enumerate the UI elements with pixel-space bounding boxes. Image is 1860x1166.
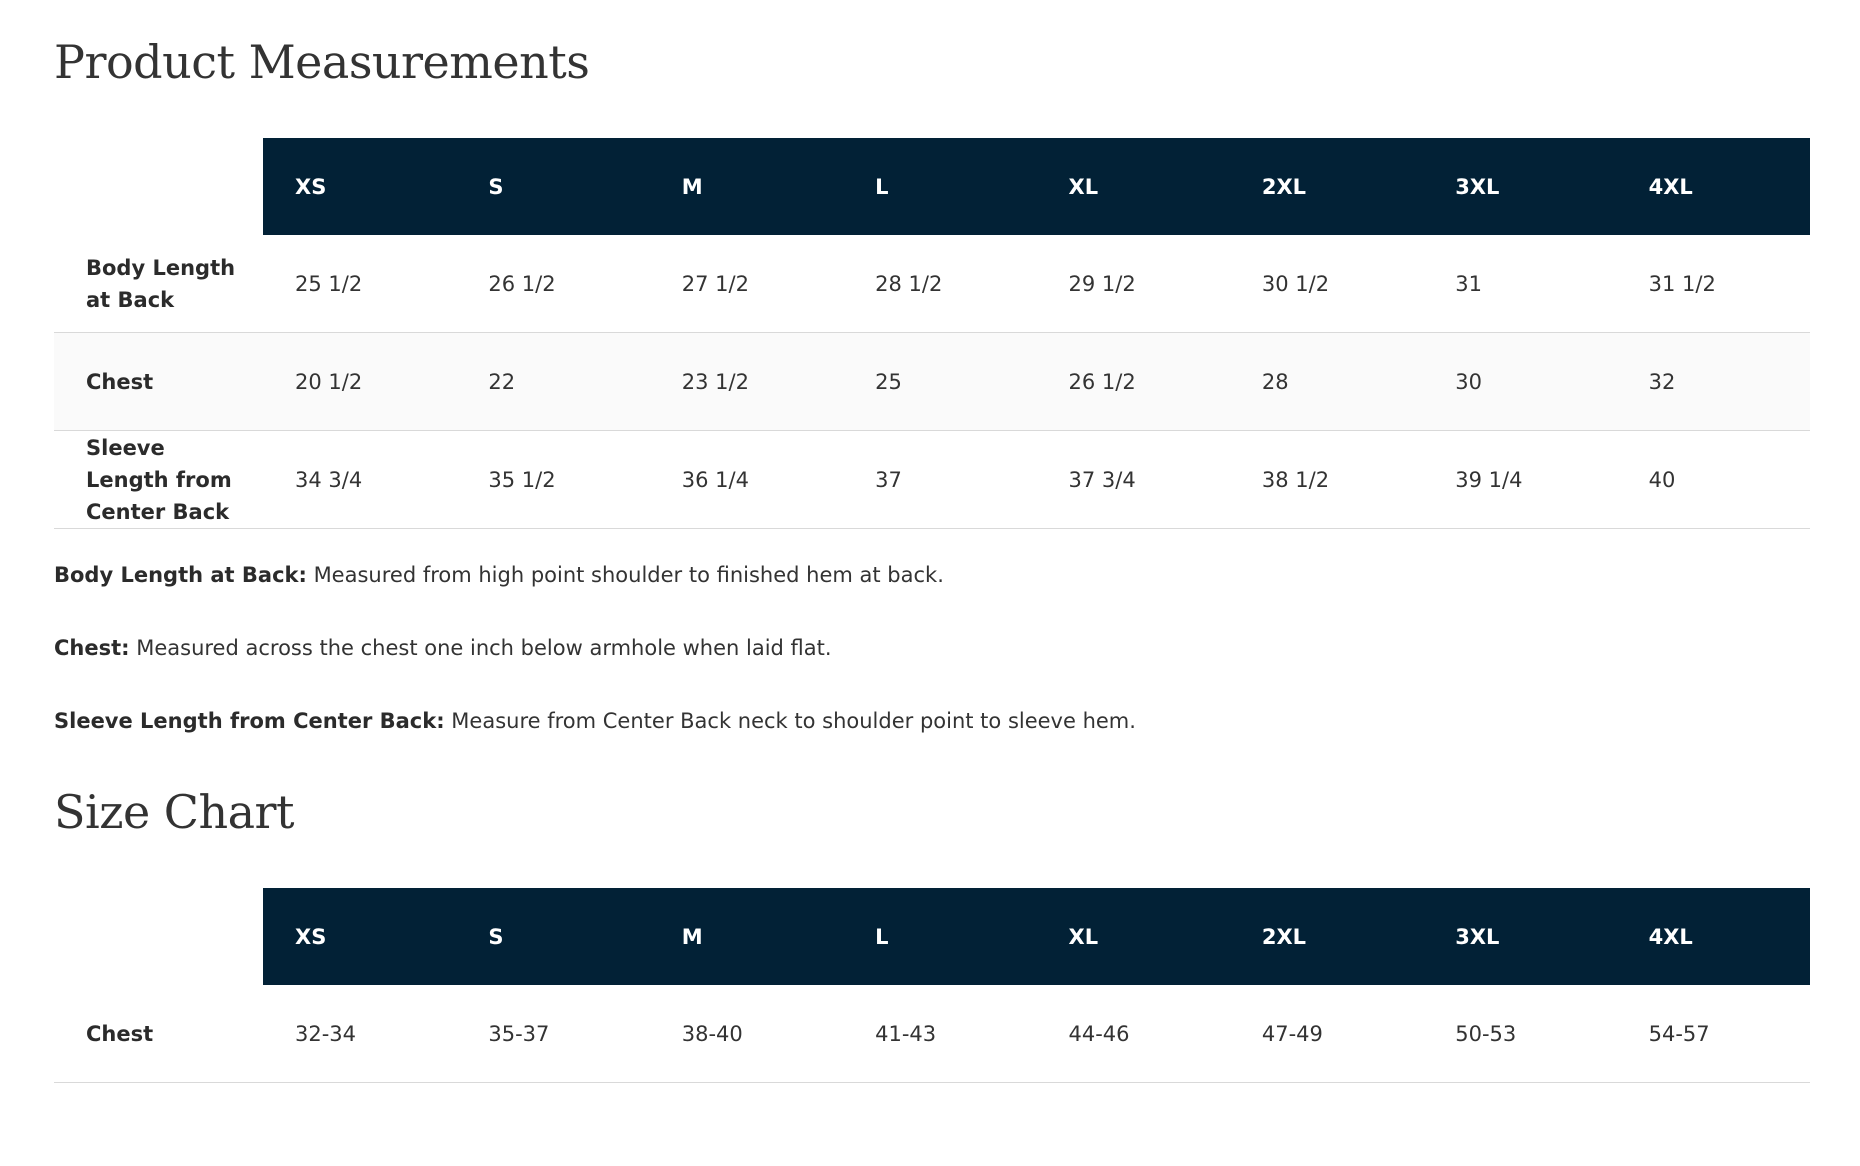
note-text: Measured across the chest one inch below armhole when laid flat. <box>129 636 832 660</box>
header-size-4xl: 4XL <box>1617 138 1810 235</box>
header-size-s: S <box>456 138 649 235</box>
table-cell: 36 1/4 <box>681 467 749 492</box>
row-label-chest: Chest <box>86 1021 154 1046</box>
table-cell: 20 1/2 <box>295 369 363 394</box>
table-cell: 30 <box>1455 369 1482 394</box>
measurements-table <box>54 138 1810 529</box>
header-size-l: L <box>843 138 1036 235</box>
table-row <box>54 985 1810 1083</box>
row-label-sleeve-length: Sleeve Length from Center Back <box>86 435 232 524</box>
table-cell: 38-40 <box>681 1021 743 1046</box>
note-sleeve-length <box>54 707 1814 735</box>
table-cell: 32 <box>1648 369 1676 394</box>
table-cell: 28 1/2 <box>875 271 943 296</box>
table-cell: 37 <box>875 467 902 492</box>
header-size-2xl: 2XL <box>1230 138 1423 235</box>
table-cell: 38 1/2 <box>1261 467 1330 492</box>
header-size-m: M <box>650 138 843 235</box>
note-text: Measure from Center Back neck to shoulder point to sleeve hem. <box>444 709 1136 733</box>
table-cell: 44-46 <box>1068 1021 1130 1046</box>
table-cell: 37 3/4 <box>1068 467 1136 492</box>
table-cell: 39 1/4 <box>1455 467 1523 492</box>
table-cell: 27 1/2 <box>681 271 749 296</box>
header-size-l: L <box>843 888 1036 985</box>
table-cell: 50-53 <box>1455 1021 1517 1046</box>
table-cell: 41-43 <box>875 1021 937 1046</box>
note-term: Sleeve Length from Center Back: <box>54 709 445 733</box>
table-cell: 31 <box>1455 271 1482 296</box>
header-corner <box>54 138 263 235</box>
row-label-chest: Chest <box>86 369 154 394</box>
table-row <box>54 431 1810 529</box>
table-cell: 22 <box>488 369 516 394</box>
header-size-xl: XL <box>1037 888 1230 985</box>
table-row <box>54 235 1810 333</box>
header-corner <box>54 888 263 985</box>
table-cell: 26 1/2 <box>488 271 556 296</box>
table-cell: 34 3/4 <box>295 467 363 492</box>
header-size-3xl: 3XL <box>1423 138 1616 235</box>
size-chart-title: Size Chart <box>54 785 295 839</box>
table-cell: 32-34 <box>295 1021 357 1046</box>
header-size-xl: XL <box>1037 138 1230 235</box>
table-cell: 28 <box>1261 369 1289 394</box>
table-cell: 47-49 <box>1261 1021 1323 1046</box>
measurement-notes <box>54 561 1814 735</box>
header-size-s: S <box>456 888 649 985</box>
header-size-m: M <box>650 888 843 985</box>
header-size-xs: XS <box>263 888 456 985</box>
table-row <box>54 333 1810 431</box>
table-cell: 54-57 <box>1648 1021 1710 1046</box>
size-chart-table <box>54 888 1810 1083</box>
table-cell: 35-37 <box>488 1021 550 1046</box>
note-text: Measured from high point shoulder to finished hem at back. <box>306 563 944 587</box>
header-size-2xl: 2XL <box>1230 888 1423 985</box>
note-term: Chest: <box>54 636 130 660</box>
table-cell: 29 1/2 <box>1068 271 1136 296</box>
table-cell: 31 1/2 <box>1648 271 1716 296</box>
header-size-xs: XS <box>263 138 456 235</box>
table-cell: 25 1/2 <box>295 271 363 296</box>
table-cell: 23 1/2 <box>681 369 749 394</box>
table-cell: 40 <box>1648 467 1676 492</box>
header-size-4xl: 4XL <box>1617 888 1810 985</box>
table-cell: 30 1/2 <box>1261 271 1330 296</box>
measurements-title: Product Measurements <box>54 35 590 89</box>
note-body-length <box>54 561 1814 589</box>
note-chest <box>54 634 1814 662</box>
note-term: Body Length at Back: <box>54 563 307 587</box>
measurements-header-row <box>54 138 1810 235</box>
table-cell: 35 1/2 <box>488 467 556 492</box>
size-chart-header-row <box>54 888 1810 985</box>
table-cell: 26 1/2 <box>1068 369 1136 394</box>
header-size-3xl: 3XL <box>1423 888 1616 985</box>
row-label-body-length: Body Length at Back <box>86 255 236 312</box>
table-cell: 25 <box>875 369 902 394</box>
